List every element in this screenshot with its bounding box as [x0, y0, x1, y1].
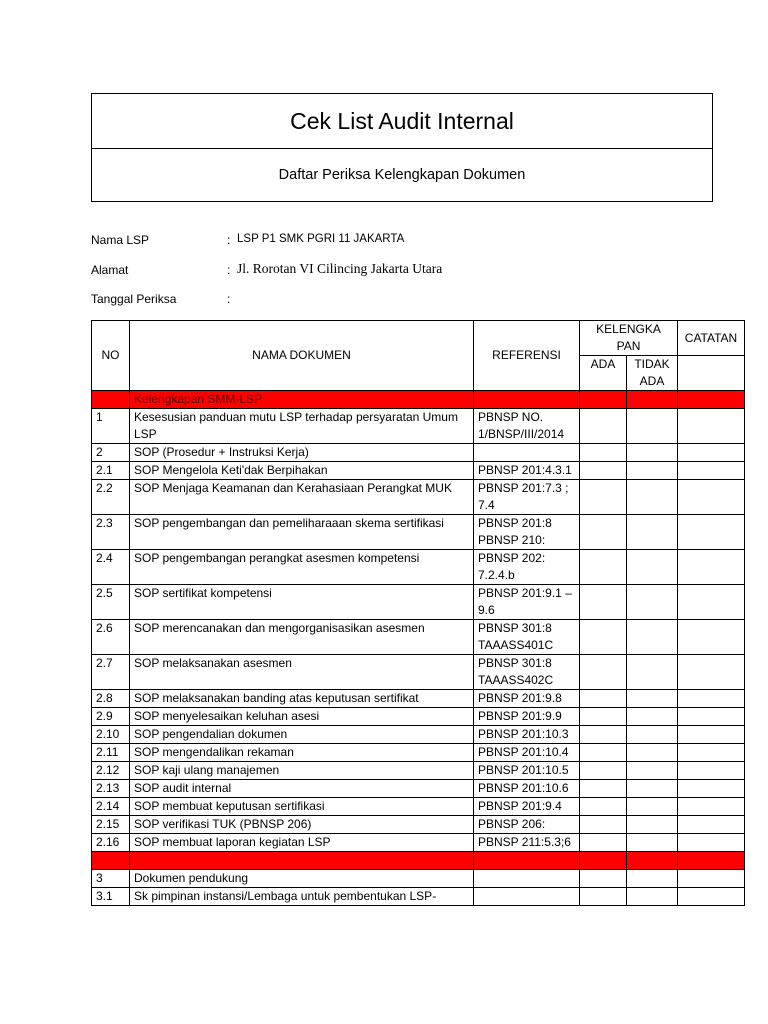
tidak-ada-checkbox-cell[interactable] — [627, 816, 678, 834]
ada-checkbox-cell[interactable] — [580, 444, 627, 462]
row-no: 2.8 — [92, 690, 130, 708]
row-document-name: SOP pengembangan perangkat asesmen kompetensi — [130, 550, 474, 585]
info-label: Nama LSP — [91, 233, 150, 247]
row-document-name: SOP menyelesaikan keluhan asesi — [130, 708, 474, 726]
tidak-ada-checkbox-cell[interactable] — [627, 480, 678, 515]
row-no: 2.12 — [92, 762, 130, 780]
row-reference: PBNSP 201:8 PBNSP 210: — [474, 515, 580, 550]
table-row — [92, 462, 745, 480]
table-row — [92, 409, 745, 444]
ada-checkbox-cell[interactable] — [580, 870, 627, 888]
row-no: 2.6 — [92, 620, 130, 655]
row-document-name: SOP melaksanakan asesmen — [130, 655, 474, 690]
ada-checkbox-cell[interactable] — [580, 744, 627, 762]
row-no: 3.1 — [92, 888, 130, 906]
row-document-name: SOP verifikasi TUK (PBNSP 206) — [130, 816, 474, 834]
row-no: 2 — [92, 444, 130, 462]
table-row — [92, 708, 745, 726]
tidak-ada-checkbox-cell[interactable] — [627, 655, 678, 690]
ada-checkbox-cell[interactable] — [580, 462, 627, 480]
header-nama-dokumen: NAMA DOKUMEN — [130, 321, 474, 391]
row-no: 2.4 — [92, 550, 130, 585]
row-no: 2.10 — [92, 726, 130, 744]
row-no: 2.11 — [92, 744, 130, 762]
row-document-name: SOP Mengelola Keti'dak Berpihakan — [130, 462, 474, 480]
table-row — [92, 726, 745, 744]
table-header-row — [92, 321, 745, 356]
row-reference: PBNSP 201:4.3.1 — [474, 462, 580, 480]
table-row — [92, 690, 745, 708]
row-reference — [474, 444, 580, 462]
row-document-name: SOP kaji ulang manajemen — [130, 762, 474, 780]
row-document-name: SOP (Prosedur + Instruksi Kerja) — [130, 444, 474, 462]
header-ada: ADA — [580, 356, 627, 391]
ada-checkbox-cell[interactable] — [580, 762, 627, 780]
table-row — [92, 585, 745, 620]
tidak-ada-checkbox-cell[interactable] — [627, 834, 678, 852]
empty-cell — [627, 852, 678, 870]
catatan-cell[interactable] — [678, 870, 745, 888]
ada-checkbox-cell[interactable] — [580, 620, 627, 655]
header-tidak-ada: TIDAK ADA — [627, 356, 678, 391]
tidak-ada-checkbox-cell[interactable] — [627, 888, 678, 906]
catatan-cell[interactable] — [678, 744, 745, 762]
catatan-cell[interactable] — [678, 409, 745, 444]
audit-checklist-table — [91, 320, 745, 906]
catatan-cell[interactable] — [678, 690, 745, 708]
tidak-ada-checkbox-cell[interactable] — [627, 550, 678, 585]
tidak-ada-checkbox-cell[interactable] — [627, 798, 678, 816]
tidak-ada-checkbox-cell[interactable] — [627, 515, 678, 550]
table-row — [92, 762, 745, 780]
row-no: 2.7 — [92, 655, 130, 690]
row-no: 2.13 — [92, 780, 130, 798]
header-kelengkapan: KELENGKAPAN — [580, 321, 678, 356]
row-reference: PBNSP 301:8 TAAASS402C — [474, 655, 580, 690]
catatan-cell[interactable] — [678, 655, 745, 690]
row-reference — [474, 888, 580, 906]
ada-checkbox-cell[interactable] — [580, 708, 627, 726]
row-reference: PBNSP 211:5.3;6 — [474, 834, 580, 852]
empty-cell — [580, 391, 627, 409]
title-box — [91, 93, 713, 202]
catatan-cell[interactable] — [678, 480, 745, 515]
row-document-name: SOP audit internal — [130, 780, 474, 798]
info-label: Alamat — [91, 263, 129, 277]
row-no: 2.16 — [92, 834, 130, 852]
row-reference: PBNSP 201:7.3 ; 7.4 — [474, 480, 580, 515]
tidak-ada-checkbox-cell[interactable] — [627, 780, 678, 798]
row-document-name: SOP merencanakan dan mengorganisasikan asesmen — [130, 620, 474, 655]
document-subtitle: Daftar Periksa Kelengkapan Dokumen — [278, 167, 526, 183]
row-reference: PBNSP 201:9.9 — [474, 708, 580, 726]
info-value: LSP P1 SMK PGRI 11 JAKARTA — [237, 233, 405, 245]
row-reference: PBNSP 202: 7.2.4.b — [474, 550, 580, 585]
row-no: 2.1 — [92, 462, 130, 480]
row-document-name: SOP mengendalikan rekaman — [130, 744, 474, 762]
table-row — [92, 744, 745, 762]
row-document-name: SOP membuat laporan kegiatan LSP — [130, 834, 474, 852]
row-no: 2.3 — [92, 515, 130, 550]
empty-cell — [92, 391, 130, 409]
ada-checkbox-cell[interactable] — [580, 726, 627, 744]
catatan-cell[interactable] — [678, 726, 745, 744]
ada-checkbox-cell[interactable] — [580, 550, 627, 585]
row-document-name: SOP pengendalian dokumen — [130, 726, 474, 744]
header-no: NO — [92, 321, 130, 391]
support-document-rows — [92, 870, 745, 906]
ada-checkbox-cell[interactable] — [580, 409, 627, 444]
table-row — [92, 620, 745, 655]
catatan-cell[interactable] — [678, 585, 745, 620]
header-referensi: REFERENSI — [474, 321, 580, 391]
tidak-ada-checkbox-cell[interactable] — [627, 744, 678, 762]
row-document-name: Sk pimpinan instansi/Lembaga untuk pembentukan LSP- — [130, 888, 474, 906]
ada-checkbox-cell[interactable] — [580, 816, 627, 834]
row-document-name: SOP melaksanakan banding atas keputusan sertifikat — [130, 690, 474, 708]
ada-checkbox-cell[interactable] — [580, 585, 627, 620]
catatan-cell[interactable] — [678, 444, 745, 462]
table-row — [92, 798, 745, 816]
row-no: 2.14 — [92, 798, 130, 816]
info-colon: : — [227, 292, 231, 306]
catatan-cell[interactable] — [678, 550, 745, 585]
document-title: Cek List Audit Internal — [92, 94, 712, 149]
table-row — [92, 834, 745, 852]
header-catatan: CATATAN — [678, 321, 745, 356]
row-reference: PBNSP 201:10.5 — [474, 762, 580, 780]
ada-checkbox-cell[interactable] — [580, 780, 627, 798]
table-row — [92, 550, 745, 585]
row-reference: PBNSP 201:9.8 — [474, 690, 580, 708]
row-reference: PBNSP 201:10.4 — [474, 744, 580, 762]
table-row — [92, 780, 745, 798]
ada-checkbox-cell[interactable] — [580, 655, 627, 690]
info-label: Tanggal Periksa — [91, 292, 177, 306]
catatan-cell[interactable] — [678, 515, 745, 550]
row-reference: PBNSP 201:9.1 – 9.6 — [474, 585, 580, 620]
table-row — [92, 444, 745, 462]
tidak-ada-checkbox-cell[interactable] — [627, 690, 678, 708]
catatan-cell[interactable] — [678, 780, 745, 798]
catatan-cell[interactable] — [678, 888, 745, 906]
row-reference — [474, 870, 580, 888]
table-row — [92, 515, 745, 550]
empty-cell — [92, 852, 130, 870]
empty-cell — [678, 356, 745, 391]
catatan-cell[interactable] — [678, 462, 745, 480]
table-row — [92, 816, 745, 834]
row-reference: PBNSP 201:10.6 — [474, 780, 580, 798]
ada-checkbox-cell[interactable] — [580, 515, 627, 550]
row-reference: PBNSP 206: — [474, 816, 580, 834]
empty-cell — [474, 391, 580, 409]
tidak-ada-checkbox-cell[interactable] — [627, 444, 678, 462]
row-document-name: SOP Menjaga Keamanan dan Kerahasiaan Perangkat MUK — [130, 480, 474, 515]
tidak-ada-checkbox-cell[interactable] — [627, 462, 678, 480]
table-row — [92, 870, 745, 888]
section-row — [92, 391, 745, 409]
row-reference: PBNSP 301:8 TAAASS401C — [474, 620, 580, 655]
tidak-ada-checkbox-cell[interactable] — [627, 870, 678, 888]
section-title: Kelengkapan SMM-LSP — [130, 391, 474, 409]
tidak-ada-checkbox-cell[interactable] — [627, 762, 678, 780]
row-reference: PBNSP 201:10.3 — [474, 726, 580, 744]
row-reference: PBNSP 201:9.4 — [474, 798, 580, 816]
catatan-cell[interactable] — [678, 762, 745, 780]
tidak-ada-checkbox-cell[interactable] — [627, 409, 678, 444]
row-no: 1 — [92, 409, 130, 444]
info-colon: : — [227, 263, 231, 277]
ada-checkbox-cell[interactable] — [580, 798, 627, 816]
ada-checkbox-cell[interactable] — [580, 690, 627, 708]
catatan-cell[interactable] — [678, 708, 745, 726]
row-document-name: SOP membuat keputusan sertifikasi — [130, 798, 474, 816]
catatan-cell[interactable] — [678, 834, 745, 852]
info-colon: : — [227, 233, 231, 247]
row-no: 3 — [92, 870, 130, 888]
empty-cell — [580, 852, 627, 870]
row-document-name: Dokumen pendukung — [130, 870, 474, 888]
catatan-cell[interactable] — [678, 816, 745, 834]
empty-cell — [678, 852, 745, 870]
tidak-ada-checkbox-cell[interactable] — [627, 585, 678, 620]
empty-cell — [474, 852, 580, 870]
row-no: 2.5 — [92, 585, 130, 620]
empty-cell — [130, 852, 474, 870]
tidak-ada-checkbox-cell[interactable] — [627, 708, 678, 726]
ada-checkbox-cell[interactable] — [580, 480, 627, 515]
document-rows — [92, 409, 745, 852]
ada-checkbox-cell[interactable] — [580, 888, 627, 906]
empty-cell — [627, 391, 678, 409]
empty-cell — [678, 391, 745, 409]
section-separator-row — [92, 852, 745, 870]
row-document-name: Kesesusian panduan mutu LSP terhadap persyaratan Umum LSP — [130, 409, 474, 444]
ada-checkbox-cell[interactable] — [580, 834, 627, 852]
table-row — [92, 655, 745, 690]
catatan-cell[interactable] — [678, 798, 745, 816]
catatan-cell[interactable] — [678, 620, 745, 655]
row-reference: PBNSP NO. 1/BNSP/III/2014 — [474, 409, 580, 444]
row-document-name: SOP sertifikat kompetensi — [130, 585, 474, 620]
table-row — [92, 888, 745, 906]
row-no: 2.9 — [92, 708, 130, 726]
table-row — [92, 480, 745, 515]
tidak-ada-checkbox-cell[interactable] — [627, 726, 678, 744]
tidak-ada-checkbox-cell[interactable] — [627, 620, 678, 655]
row-no: 2.2 — [92, 480, 130, 515]
row-no: 2.15 — [92, 816, 130, 834]
info-value: Jl. Rorotan VI Cilincing Jakarta Utara — [237, 261, 443, 276]
row-document-name: SOP pengembangan dan pemeliharaaan skema sertifikasi — [130, 515, 474, 550]
